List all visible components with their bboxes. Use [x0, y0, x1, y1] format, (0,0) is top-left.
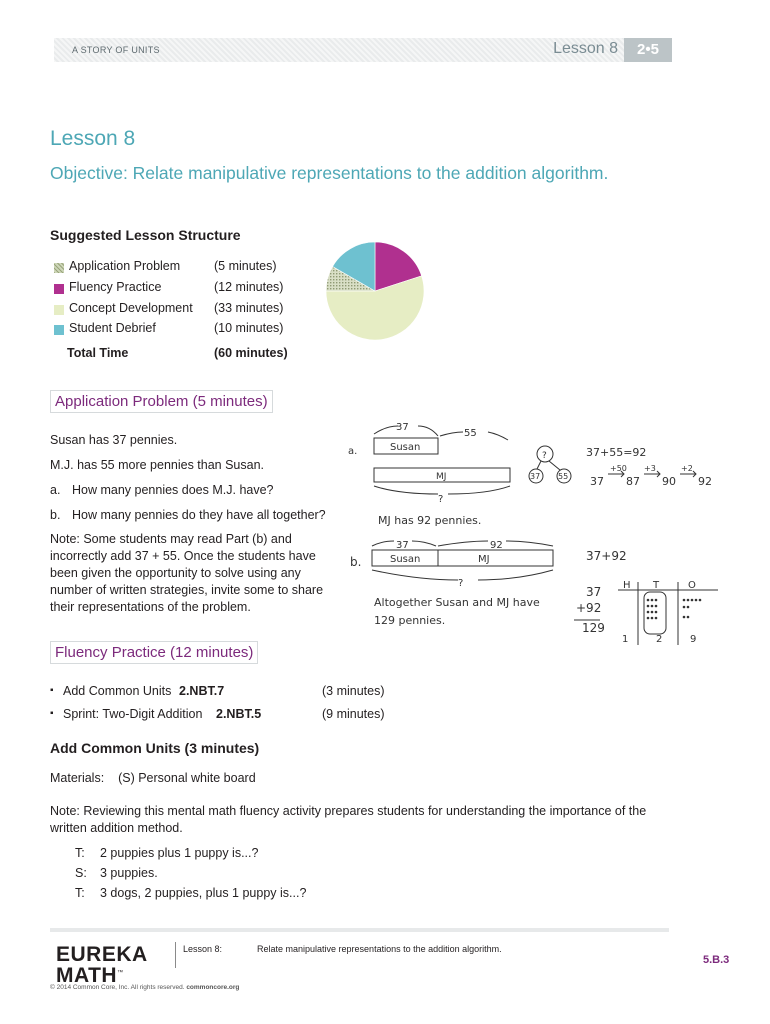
place-value-dots — [647, 599, 702, 620]
label-b-mj: MJ — [478, 554, 490, 565]
fluency-item-time: (3 minutes) — [322, 684, 385, 698]
column-hundreds: H — [623, 580, 631, 591]
label-b-92: 92 — [490, 540, 503, 551]
speaker: T: — [75, 846, 85, 860]
legend-time: (5 minutes) — [214, 259, 277, 273]
concept-swatch — [54, 305, 64, 315]
mj-tape-b — [438, 550, 553, 566]
label-question: ? — [438, 494, 444, 505]
label-b-37: 37 — [396, 540, 409, 551]
debrief-swatch — [54, 325, 64, 335]
bullet-icon: ▪ — [50, 708, 54, 719]
objective: Objective: Relate manipulative representations to the addition algorithm. — [50, 163, 609, 183]
legend-time: (12 minutes) — [214, 280, 284, 294]
total-label: Total Time — [67, 346, 129, 360]
fluency-item-time: (9 minutes) — [322, 707, 385, 721]
chain-plus3: +3 — [644, 464, 656, 473]
trademark: ™ — [117, 970, 124, 976]
application-heading: Application Problem (5 minutes) — [50, 390, 273, 413]
grade-module-badge: 2•5 — [624, 38, 672, 62]
fluency-swatch — [54, 284, 64, 294]
label-55: 55 — [464, 428, 477, 439]
legend-time: (10 minutes) — [214, 321, 284, 335]
footer-rule — [50, 928, 669, 932]
legend-time: (33 minutes) — [214, 301, 284, 315]
equation-b: 37+92 — [586, 549, 627, 563]
header-lesson: Lesson 8 — [553, 40, 618, 57]
footer-objective: Relate manipulative representations to the addition algorithm. — [257, 944, 502, 954]
sketch-label-b: b. — [350, 555, 362, 569]
digit-tens: 2 — [656, 634, 663, 645]
question-a: How many pennies does M.J. have? — [72, 483, 274, 497]
fluency-item-label: Sprint: Two-Digit Addition — [63, 707, 203, 721]
legend-label: Student Debrief — [69, 321, 156, 335]
brace-mj — [374, 486, 510, 494]
add-common-note: Note: Reviewing this mental math fluency activity prepares students for understanding the importance of the written addition method. — [50, 804, 647, 835]
chain-plus2: +2 — [681, 464, 693, 473]
label-b-question: ? — [458, 578, 464, 589]
sum: 129 — [582, 621, 605, 635]
logo-line1: EUREKA — [56, 943, 148, 966]
application-line2: M.J. has 55 more pennies than Susan. — [50, 458, 265, 472]
legend-label: Fluency Practice — [69, 280, 162, 294]
copyright-text: © 2014 Common Core, Inc. All rights reserved. — [50, 984, 185, 991]
logo-math: MATH — [56, 964, 118, 987]
digit-ones: 9 — [690, 634, 697, 645]
dialogue-text: 3 dogs, 2 puppies, plus 1 puppy is...? — [100, 886, 307, 900]
bond-55: 55 — [558, 472, 569, 481]
sketch-label-a: a. — [348, 446, 358, 457]
addend-top: 37 — [586, 585, 602, 599]
answer-a: MJ has 92 pennies. — [378, 514, 482, 527]
copyright-site: commoncore.org — [186, 984, 240, 991]
bond-question: ? — [542, 451, 547, 461]
page-header — [54, 38, 672, 62]
chain-90: 90 — [662, 475, 676, 488]
question-b-letter: b. — [50, 508, 61, 522]
fluency-item-label: Add Common Units — [63, 684, 172, 698]
question-b: How many pennies do they have all together? — [72, 508, 326, 522]
page-code: 5.B.3 — [703, 954, 730, 966]
footer-lesson: Lesson 8: — [183, 944, 223, 954]
footer-divider — [175, 942, 176, 968]
application-line1: Susan has 37 pennies. — [50, 433, 178, 447]
fluency-item-standard: 2.NBT.5 — [216, 707, 262, 721]
label-37: 37 — [396, 422, 409, 433]
speaker: T: — [75, 886, 85, 900]
chain-plus50: +50 — [610, 464, 627, 473]
bullet-icon: ▪ — [50, 685, 54, 696]
fluency-heading: Fluency Practice (12 minutes) — [50, 641, 258, 664]
lesson-structure-pie — [324, 240, 426, 342]
copyright — [50, 984, 239, 991]
chain-87: 87 — [626, 475, 640, 488]
equation-a: 37+55=92 — [586, 446, 647, 459]
series-name: A STORY OF UNITS — [72, 45, 160, 55]
column-tens: T — [653, 580, 660, 591]
place-value-chart — [618, 582, 718, 645]
materials: Materials: (S) Personal white board — [50, 771, 256, 785]
total-time: (60 minutes) — [214, 346, 288, 360]
legend-label: Concept Development — [69, 301, 193, 315]
digit-hundreds: 1 — [622, 634, 629, 645]
answer-b-line1: Altogether Susan and MJ have — [374, 596, 540, 609]
logo-line2 — [56, 964, 148, 985]
label-susan: Susan — [390, 442, 421, 453]
student-work-sketch — [338, 410, 738, 645]
label-b-susan: Susan — [390, 554, 421, 565]
column-ones: O — [688, 580, 696, 591]
addend-bottom: +92 — [576, 601, 602, 615]
bond-37: 37 — [530, 472, 541, 481]
lesson-title: Lesson 8 — [50, 127, 136, 150]
fluency-item-standard: 2.NBT.7 — [179, 684, 225, 698]
legend-label: Application Problem — [69, 259, 181, 273]
speaker: S: — [75, 866, 87, 880]
application-note: Note: Some students may read Part (b) and incorrectly add 37 + 55. Once the students have been given the opportunity to solve using any number of written strategies, invite some to share their representations of the problem. — [50, 532, 324, 614]
chain-92: 92 — [698, 475, 712, 488]
structure-heading: Suggested Lesson Structure — [50, 227, 241, 243]
label-mj: MJ — [436, 472, 447, 482]
dialogue-text: 3 puppies. — [100, 866, 158, 880]
application-swatch — [54, 263, 64, 273]
question-a-letter: a. — [50, 483, 61, 497]
answer-b-line2: 129 pennies. — [374, 614, 446, 627]
dialogue-text: 2 puppies plus 1 puppy is...? — [100, 846, 259, 860]
eureka-math-logo — [56, 945, 148, 985]
add-common-heading: Add Common Units (3 minutes) — [50, 740, 260, 756]
chain-37: 37 — [590, 475, 604, 488]
